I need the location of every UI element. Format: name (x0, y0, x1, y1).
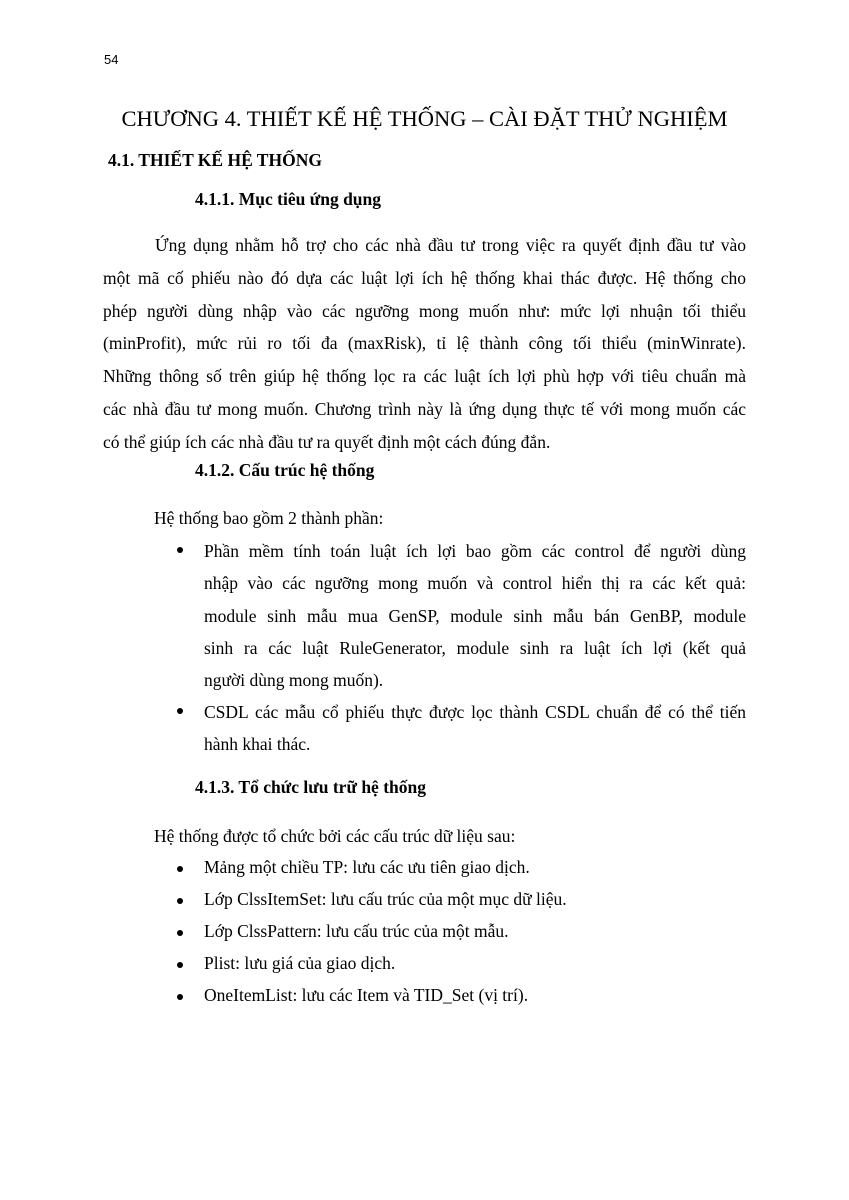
section-title: 4.1. THIẾT KẾ HỆ THỐNG (108, 150, 322, 170)
paragraph-application-goal (103, 229, 746, 459)
bullet-line: hành khai thác. (204, 734, 311, 755)
storage-bullet: Lớp ClssPattern: lưu cấu trúc của một mẫu. (204, 921, 509, 941)
storage-bullet: Lớp ClssItemSet: lưu cấu trúc của một mục dữ liệu. (204, 889, 567, 909)
bullet-software-component (204, 535, 746, 696)
paragraph-line: phép người dùng nhập vào các ngưỡng mong muốn như: mức lợi nhuận tối thiểu (103, 300, 746, 321)
storage-bullet: OneItemList: lưu các Item và TID_Set (vị trí). (204, 985, 529, 1005)
paragraph-line: có thể giúp ích các nhà đầu tư ra quyết định một cách đúng đắn. (103, 431, 551, 452)
bullet-dot-icon (177, 962, 183, 968)
bullet-dot-icon (177, 866, 183, 872)
bullet-line: người dùng mong muốn). (204, 670, 384, 691)
storage-bullet: Plist: lưu giá của giao dịch. (204, 953, 396, 973)
subsection-title-4-1-2: 4.1.2. Cấu trúc hệ thống (195, 460, 375, 480)
paragraph-line: một mã cố phiếu nào đó dựa các luật lợi ích hệ thống khai thác được. Hệ thống cho (103, 267, 746, 288)
bullet-dot-icon (177, 547, 183, 553)
bullet-line: nhập vào các ngưỡng mong muốn và control hiển thị ra các kết quả: (204, 573, 746, 594)
structure-intro: Hệ thống bao gồm 2 thành phần: (154, 508, 384, 528)
bullet-dot-icon (177, 930, 183, 936)
subsection-title-4-1-3: 4.1.3. Tổ chức lưu trữ hệ thống (195, 777, 426, 797)
bullet-database-component (204, 696, 746, 761)
paragraph-line: các nhà đầu tư mong muốn. Chương trình này là ứng dụng thực tế với mong muốn các (103, 398, 746, 419)
subsection-title-4-1-1: 4.1.1. Mục tiêu ứng dụng (195, 189, 382, 209)
paragraph-line: Ứng dụng nhằm hỗ trợ cho các nhà đầu tư trong việc ra quyết định đầu tư vào (155, 235, 746, 255)
page-number: 54 (104, 52, 119, 67)
bullet-line: sinh ra các luật RuleGenerator, module sinh ra luật ích lợi (kết quả (204, 637, 746, 658)
bullet-dot-icon (177, 708, 183, 714)
bullet-line: module sinh mẫu mua GenSP, module sinh mẫu bán GenBP, module (204, 605, 746, 626)
storage-bullet: Mảng một chiều TP: lưu các ưu tiên giao dịch. (204, 857, 530, 877)
paragraph-line: (minProfit), mức rủi ro tối đa (maxRisk), tỉ lệ thành công tối thiểu (minWinrate). (103, 333, 746, 354)
bullet-line: Phần mềm tính toán luật ích lợi bao gồm các control để người dùng (204, 541, 746, 561)
paragraph-line: Những thông số trên giúp hệ thống lọc ra các luật ích lợi phù hợp với tiêu chuẩn mà (103, 366, 746, 387)
bullet-dot-icon (177, 994, 183, 1000)
bullet-dot-icon (177, 898, 183, 904)
storage-intro: Hệ thống được tổ chức bởi các cấu trúc dữ liệu sau: (154, 826, 516, 846)
chapter-title: CHƯƠNG 4. THIẾT KẾ HỆ THỐNG – CÀI ĐẶT THỬ NGHIỆM (121, 106, 728, 131)
bullet-line: CSDL các mẫu cổ phiếu thực được lọc thành CSDL chuẩn để có thể tiến (204, 702, 746, 722)
